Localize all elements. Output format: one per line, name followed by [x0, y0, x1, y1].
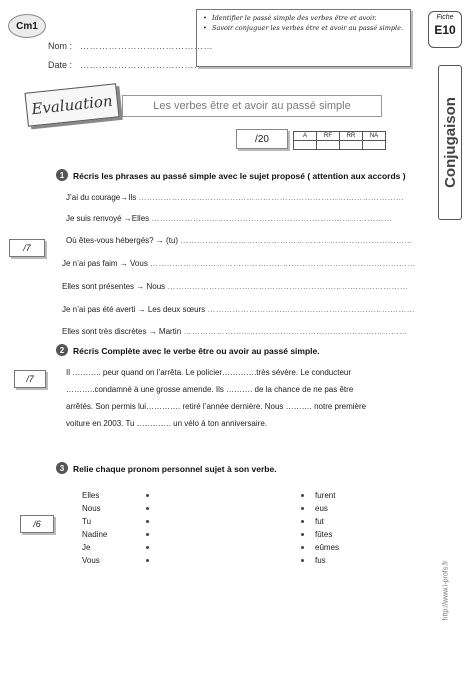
grid-header-a: A [294, 132, 317, 141]
grid-header-na: NA [363, 132, 386, 141]
fiche-code: E10 [434, 23, 456, 37]
name-field[interactable]: …………………………………… [80, 41, 213, 51]
evaluation-grid [293, 131, 386, 150]
link-dot[interactable] [146, 494, 149, 497]
score-box: /20 [236, 129, 288, 149]
exercise-line [62, 327, 408, 336]
fill-in-text[interactable] [66, 364, 366, 432]
exercise-line [66, 193, 404, 202]
exercise-prompt: Où êtes-vous hébergés? → (tu) [66, 236, 179, 245]
objective-item: • Identifier le passé simple des verbes être et avoir. [203, 13, 404, 23]
section-3-instruction: Relie chaque pronom personnel sujet à son verbe. [73, 464, 277, 474]
fill-in-line: arrêtés. Son permis lui…………. retiré l’année dernière. Nous ………. notre première [66, 402, 367, 411]
answer-dots[interactable]: …………………………………………………………………………………… [150, 259, 416, 268]
exercise-prompt: Je n’ai pas été averti → Les deux sœurs [62, 305, 206, 314]
exercise-prompt: Elles sont très discrètes → Martin [62, 327, 182, 336]
grid-cell[interactable] [294, 141, 317, 150]
link-dot[interactable] [301, 507, 304, 510]
subject-sidebar [438, 65, 462, 220]
exercise-line [66, 214, 392, 223]
section-3-number: 3 [56, 462, 68, 474]
grid-cell[interactable] [317, 141, 340, 150]
source-url [440, 540, 452, 640]
link-dot[interactable] [301, 546, 304, 549]
answer-dots[interactable]: ………………………………………………………………………… [180, 236, 413, 245]
verb-item: eûmes [315, 543, 340, 552]
verb-dots [301, 494, 304, 562]
objective-item: • Savoir conjuguer les verbes être et avoir au passé simple. [203, 23, 404, 33]
pronoun-item: Nadine [82, 530, 108, 539]
pronoun-item: Elles [82, 491, 100, 500]
link-dot[interactable] [146, 533, 149, 536]
exercise-line [62, 305, 415, 314]
evaluation-badge: Evaluation [24, 83, 119, 126]
verb-item: furent [315, 491, 336, 500]
fill-in-line: ………..condamné à une grosse amende. Ils ………. de la chance de ne pas être [66, 385, 354, 394]
section-3-points: /6 [20, 515, 54, 533]
verb-item: eus [315, 504, 328, 513]
pronoun-list [82, 489, 107, 567]
date-label: Date : [48, 60, 73, 70]
link-dot[interactable] [146, 546, 149, 549]
grid-cell[interactable] [340, 141, 363, 150]
section-1-points: /7 [9, 239, 45, 257]
pronoun-dots [146, 494, 149, 562]
answer-dots[interactable]: …………………………………………………………………………………… [138, 193, 405, 202]
link-dot[interactable] [301, 494, 304, 497]
exercise-prompt: Elles sont présentes → Nous [62, 282, 166, 291]
exercise-line [62, 259, 416, 268]
fill-in-line: voiture en 2003. Tu …………. un vélo à ton anniversaire. [66, 419, 267, 428]
section-2-instruction: Récris Complète avec le verbe être ou avoir au passé simple. [73, 346, 320, 356]
link-dot[interactable] [301, 533, 304, 536]
exercise-prompt: Je n’ai pas faim → Vous [62, 259, 148, 268]
name-label: Nom : [48, 41, 73, 51]
pronoun-item: Je [82, 543, 91, 552]
verb-item: fus [315, 556, 326, 565]
fill-in-line: Il ……….. peur quand on l’arrêta. Le policier………….très sévère. Le conducteur [66, 368, 352, 377]
answer-dots[interactable]: …………………………………………………………………………… [151, 214, 393, 223]
link-dot[interactable] [301, 559, 304, 562]
exercise-line [66, 236, 413, 245]
verb-list [315, 489, 339, 567]
grid-cell[interactable] [363, 141, 386, 150]
fiche-badge [428, 11, 462, 48]
exercise-line [62, 282, 408, 291]
section-2-number: 2 [56, 344, 68, 356]
grid-header-rf: RF [317, 132, 340, 141]
answer-dots[interactable]: ……………………………………………………………………… [183, 327, 408, 336]
level-badge: Cm1 [8, 14, 46, 38]
fiche-label: Fiche [436, 14, 454, 21]
pronoun-item: Tu [82, 517, 92, 526]
verb-item: fut [315, 517, 324, 526]
link-dot[interactable] [146, 520, 149, 523]
link-dot[interactable] [301, 520, 304, 523]
exercise-prompt: J’ai du courage→Ils [66, 193, 137, 202]
link-dot[interactable] [146, 507, 149, 510]
date-field[interactable]: …………………………………… [80, 60, 213, 70]
pronoun-item: Nous [82, 504, 101, 513]
exercise-prompt: Je suis renvoyé →Elles [66, 214, 150, 223]
pronoun-item: Vous [82, 556, 100, 565]
answer-dots[interactable]: …………………………………………………………………………… [167, 282, 409, 291]
grid-header-rr: RR [340, 132, 363, 141]
objectives-box [196, 9, 411, 67]
section-1-instruction: Récris les phrases au passé simple avec le sujet proposé ( attention aux accords ) [73, 171, 406, 181]
source-url-text: http://www.i-profs.fr [442, 560, 450, 620]
subject-label: Conjugaison [441, 97, 459, 188]
page-title: Les verbes être et avoir au passé simple [122, 95, 382, 117]
verb-item: fûtes [315, 530, 333, 539]
answer-dots[interactable]: ………………………………………………………………… [207, 305, 415, 314]
section-1-number: 1 [56, 169, 68, 181]
section-2-points: /7 [14, 370, 46, 388]
link-dot[interactable] [146, 559, 149, 562]
